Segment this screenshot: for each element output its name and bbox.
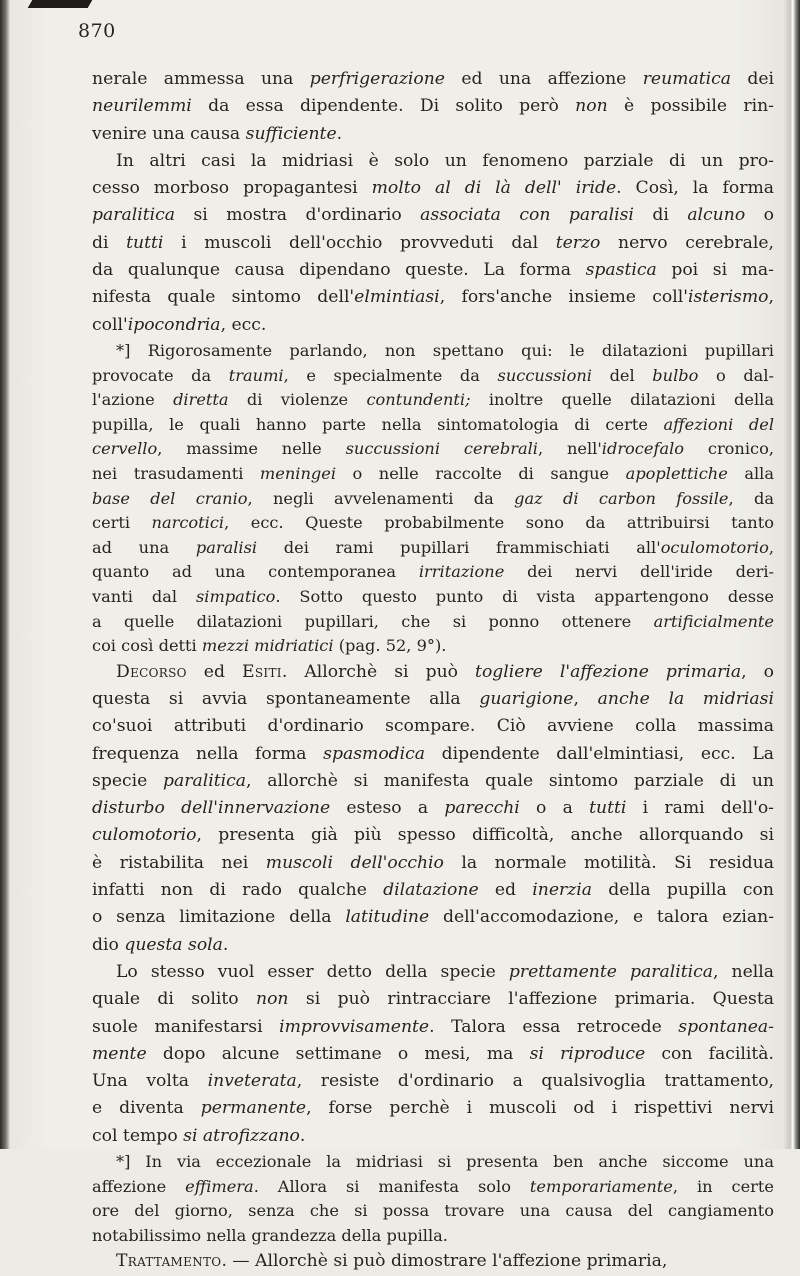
text-run: certi — [92, 513, 152, 533]
text-run: dei nervi dell'iride deri- — [504, 562, 774, 582]
text-run: da qualunque causa dipendano queste. La forma — [92, 260, 586, 281]
text-run: bulbo — [652, 365, 699, 385]
text-line — [92, 1041, 774, 1068]
text-run: , allorchè si manifesta quale sintomo parziale di un — [246, 770, 774, 791]
text-run: si può rintracciare l'affezione primaria. Questa — [288, 989, 774, 1010]
text-run: disturbo dell'innervazione — [92, 798, 331, 819]
text-line — [92, 1224, 774, 1249]
text-run: non — [256, 989, 289, 1010]
text-run: apoplettiche — [625, 463, 728, 483]
text-run: inveterata — [207, 1071, 297, 1092]
text-run: la normale motilità. Si residua — [443, 852, 774, 873]
text-run: nerale ammessa una — [92, 69, 310, 89]
text-line — [92, 1095, 774, 1122]
text-run: pupilla, le quali hanno parte nella sintomatologia di certe — [92, 414, 664, 434]
text-run: *] In via eccezionale la midriasi si presenta ben anche siccome una — [116, 1152, 774, 1172]
text-line — [92, 1123, 774, 1150]
text-run: ad una — [92, 537, 196, 557]
text-run: associata con paralisi — [420, 205, 634, 226]
text-run: dopo alcune settimane o mesi, ma — [146, 1043, 530, 1064]
text-run: togliere l'affezione primaria — [475, 661, 742, 682]
text-line — [92, 413, 774, 438]
text-run: i rami dell'o- — [626, 798, 774, 819]
text-run: nervo cerebrale, — [600, 232, 774, 253]
text-run: (pag. 52, 9°). — [333, 636, 447, 656]
text-run: gaz di carbon fossile — [514, 488, 729, 508]
text-line — [92, 585, 774, 610]
text-run: inoltre quelle dilatazioni della — [470, 390, 774, 410]
text-line — [92, 388, 774, 413]
text-run: succussioni — [497, 365, 592, 385]
text-line — [92, 462, 774, 487]
text-run: temporariamente — [529, 1176, 673, 1196]
text-line — [92, 822, 774, 849]
text-line — [92, 202, 774, 229]
text-run: è possibile rin- — [607, 96, 774, 117]
text-run: neurilemmi — [92, 96, 192, 117]
text-run: oculomotorio — [660, 537, 769, 557]
text-run: col tempo — [92, 1125, 184, 1146]
text-line — [92, 66, 774, 93]
text-run: mente — [92, 1043, 147, 1064]
text-run: , negli avvelenamenti da — [247, 488, 515, 508]
text-line — [92, 121, 774, 148]
text-line — [92, 959, 774, 986]
text-run: dell'accomodazione, e talora ezian- — [429, 907, 774, 928]
text-run: reumatica — [642, 69, 731, 89]
text-run: questa sola — [124, 934, 223, 955]
text-line — [92, 932, 774, 959]
text-line — [92, 511, 774, 536]
text-run: paralitica — [92, 205, 175, 226]
text-run: , fors'anche insieme coll' — [439, 287, 688, 308]
text-run: spasmodica — [323, 743, 426, 764]
page-spine-shadow — [0, 0, 10, 1149]
text-line — [92, 284, 774, 311]
text-run: . — [336, 123, 343, 144]
text-run: affezione — [92, 1176, 186, 1196]
text-line — [92, 230, 774, 257]
text-line — [92, 659, 774, 686]
text-line — [92, 904, 774, 931]
text-line — [92, 175, 774, 202]
text-line — [92, 364, 774, 389]
page-corner-mark — [28, 0, 93, 8]
text-run: , — [768, 287, 774, 308]
text-run: alcuno — [687, 205, 746, 226]
text-run: tutti — [589, 798, 627, 819]
text-run: nei trasudamenti — [92, 463, 260, 483]
text-run: guarigione — [479, 688, 574, 709]
text-run: , forse perchè i muscoli od i rispettivi nervi — [306, 1098, 774, 1119]
text-line — [92, 1014, 774, 1041]
text-run: ed — [478, 880, 533, 901]
text-line — [92, 339, 774, 364]
text-run: a quelle dilatazioni pupillari, che si ponno ottenere — [92, 611, 654, 631]
text-line — [92, 1248, 774, 1275]
text-run: . Allora si manifesta solo — [253, 1176, 530, 1196]
text-line — [92, 850, 774, 877]
text-run: , e specialmente da — [283, 365, 498, 385]
text-run: sufficiente — [245, 123, 337, 144]
text-run: cervello — [92, 439, 158, 459]
text-run: o a — [519, 798, 590, 819]
text-run: con facilità. — [645, 1043, 774, 1064]
text-run: , da — [728, 488, 774, 508]
text-run: . — [299, 1125, 306, 1146]
text-line — [92, 1199, 774, 1224]
text-line — [92, 1068, 774, 1095]
text-run: permanente — [200, 1098, 307, 1119]
text-run: quale di solito — [92, 989, 257, 1010]
text-run: ipocondria — [127, 314, 221, 335]
text-line — [92, 1150, 774, 1175]
text-run: coi così detti — [92, 636, 202, 656]
text-run: di violenze — [228, 390, 367, 410]
text-run: si atrofizzano — [183, 1125, 300, 1146]
text-run: traumi — [228, 365, 284, 385]
text-line — [92, 536, 774, 561]
text-run: , o — [741, 661, 774, 682]
text-line — [92, 986, 774, 1013]
text-run: . — [222, 934, 229, 955]
text-run: dei — [730, 69, 775, 89]
text-run: coll' — [92, 314, 128, 335]
text-run: . Allorchè si può — [281, 661, 476, 682]
text-run: . Sotto questo punto di vista appartengono desse — [275, 586, 774, 606]
text-run: venire una causa — [92, 123, 246, 144]
text-run: co'suoi attributi d'ordinario scompare. Ciò avviene colla massima — [92, 716, 774, 737]
text-run: . Talora essa retrocede — [429, 1016, 679, 1037]
text-run: e diventa — [92, 1098, 201, 1119]
text-run: quanto ad una contemporanea — [92, 562, 419, 582]
text-run: , — [768, 537, 775, 557]
text-run: , nella — [712, 961, 774, 982]
text-run: *] Rigorosamente parlando, non spettano qui: le dilatazioni pupillari — [116, 340, 774, 360]
text-run: effimera — [185, 1176, 254, 1196]
text-run: è ristabilita nei — [92, 852, 266, 873]
text-run: della pupilla con — [592, 880, 774, 901]
text-run: o nelle raccolte di sangue — [336, 463, 626, 483]
text-run: dilatazione — [383, 880, 479, 901]
text-run: cesso morboso propagantesi — [92, 178, 372, 199]
text-run: i muscoli dell'occhio provveduti dal — [163, 232, 556, 253]
text-run: narcotici — [151, 513, 225, 533]
text-run: improvvisamente — [279, 1016, 430, 1037]
text-run: isterismo — [687, 287, 769, 308]
text-run: suole manifestarsi — [92, 1016, 280, 1037]
text-run: irritazione — [418, 562, 505, 582]
text-run: alla — [727, 463, 774, 483]
text-run: , — [573, 688, 598, 709]
text-run: inerzia — [532, 880, 593, 901]
text-run: Trattamento — [116, 1251, 222, 1272]
text-line — [92, 1175, 774, 1200]
text-run: vanti dal — [92, 586, 196, 606]
text-run: , ecc. — [220, 314, 267, 335]
text-run: cronico, — [684, 439, 774, 459]
text-run: , nell' — [537, 439, 602, 459]
text-run: infatti non di rado qualche — [92, 880, 384, 901]
text-line — [92, 437, 774, 462]
text-run: base del cranio — [92, 488, 248, 508]
text-run: terzo — [555, 232, 601, 253]
text-run: meningei — [259, 463, 336, 483]
text-run: culomotorio — [92, 825, 197, 846]
text-run: questa si avvia spontaneamente alla — [92, 688, 480, 709]
text-run: Lo stesso vuol esser detto della specie — [116, 961, 509, 982]
text-line — [92, 686, 774, 713]
text-run: parecchi — [444, 798, 520, 819]
text-run: affezioni del — [663, 414, 774, 434]
text-run: del — [591, 365, 653, 385]
text-run: muscoli dell'occhio — [265, 852, 444, 873]
text-run: , resiste d'ordinario a qualsivoglia trattamento, — [296, 1071, 775, 1092]
text-line — [92, 560, 774, 585]
text-run: dipendente dall'elmintiasi, ecc. La — [425, 743, 774, 764]
text-run: ed una affezione — [444, 69, 643, 89]
text-run: diretta — [173, 390, 229, 410]
text-run: frequenza nella forma — [92, 743, 324, 764]
text-run: artificialmente — [653, 611, 774, 631]
text-run: Una volta — [92, 1071, 208, 1092]
text-run: spontanea- — [678, 1016, 774, 1037]
text-run: contundenti; — [366, 390, 471, 410]
text-run: . Così, la forma — [616, 178, 774, 199]
text-run: , massime nelle — [157, 439, 346, 459]
text-run: ore del giorno, senza che si possa trovare una causa del cangiamento — [92, 1201, 774, 1221]
text-line — [92, 93, 774, 120]
text-run: o dal- — [698, 365, 774, 385]
text-run: spastica — [585, 260, 657, 281]
text-line — [92, 634, 774, 659]
text-run: , in certe — [672, 1176, 774, 1196]
text-run: non — [575, 96, 608, 117]
text-run: elmintiasi — [354, 287, 440, 308]
text-run: esteso a — [330, 798, 445, 819]
text-run: di — [633, 205, 688, 226]
text-run: idrocefalo — [601, 439, 685, 459]
text-line — [92, 795, 774, 822]
text-run: , presenta già più spesso difficoltà, anche allorquando si — [196, 825, 774, 846]
text-run: si riproduce — [529, 1043, 646, 1064]
text-run: anche la midriasi — [597, 688, 774, 709]
text-run: perfrigerazione — [309, 69, 445, 89]
text-run: molto al di là dell' iride — [371, 178, 617, 199]
text-run: si mostra d'ordinario — [174, 205, 421, 226]
text-run: , ecc. Queste probabilmente sono da attribuirsi tanto — [224, 513, 774, 533]
text-run: simpatico — [195, 586, 276, 606]
text-run: o senza limitazione della — [92, 907, 346, 928]
body-text — [92, 66, 774, 1276]
text-run: paralitica — [163, 770, 247, 791]
text-run: latitudine — [345, 907, 430, 928]
text-run: ed — [186, 661, 243, 682]
page-edge — [784, 0, 800, 1149]
text-run: Decorso — [116, 661, 187, 682]
text-line — [92, 148, 774, 175]
text-line — [92, 713, 774, 740]
text-line — [92, 610, 774, 635]
text-line — [92, 741, 774, 768]
text-line — [92, 877, 774, 904]
text-line — [92, 768, 774, 795]
text-run: mezzi midriatici — [201, 636, 334, 656]
text-run: nifesta quale sintomo dell' — [92, 287, 355, 308]
text-run: dio — [92, 934, 125, 955]
text-line — [92, 487, 774, 512]
text-run: In altri casi la midriasi è solo un fenomeno parziale di un pro- — [116, 150, 774, 171]
text-line — [92, 312, 774, 339]
text-run: succussioni cerebrali — [345, 439, 538, 459]
text-run: tutti — [126, 232, 164, 253]
text-run: poi si ma- — [656, 260, 774, 281]
text-run: prettamente paralitica — [508, 961, 713, 982]
text-run: specie — [92, 770, 164, 791]
text-run: o — [745, 205, 774, 226]
text-line — [92, 257, 774, 284]
text-run: di — [92, 232, 127, 253]
text-run: da essa dipendente. Di solito però — [191, 96, 576, 117]
page-number: 870 — [78, 20, 116, 42]
text-run: paralisi — [195, 537, 258, 557]
text-run: Esiti — [242, 661, 282, 682]
text-run: notabilissimo nella grandezza della pupilla. — [92, 1225, 448, 1245]
text-run: l'azione — [92, 390, 174, 410]
text-run: . — Allorchè si può dimostrare l'affezione primaria, — [221, 1251, 668, 1272]
text-run: provocate da — [92, 365, 229, 385]
text-run: dei rami pupillari frammischiati all' — [257, 537, 661, 557]
